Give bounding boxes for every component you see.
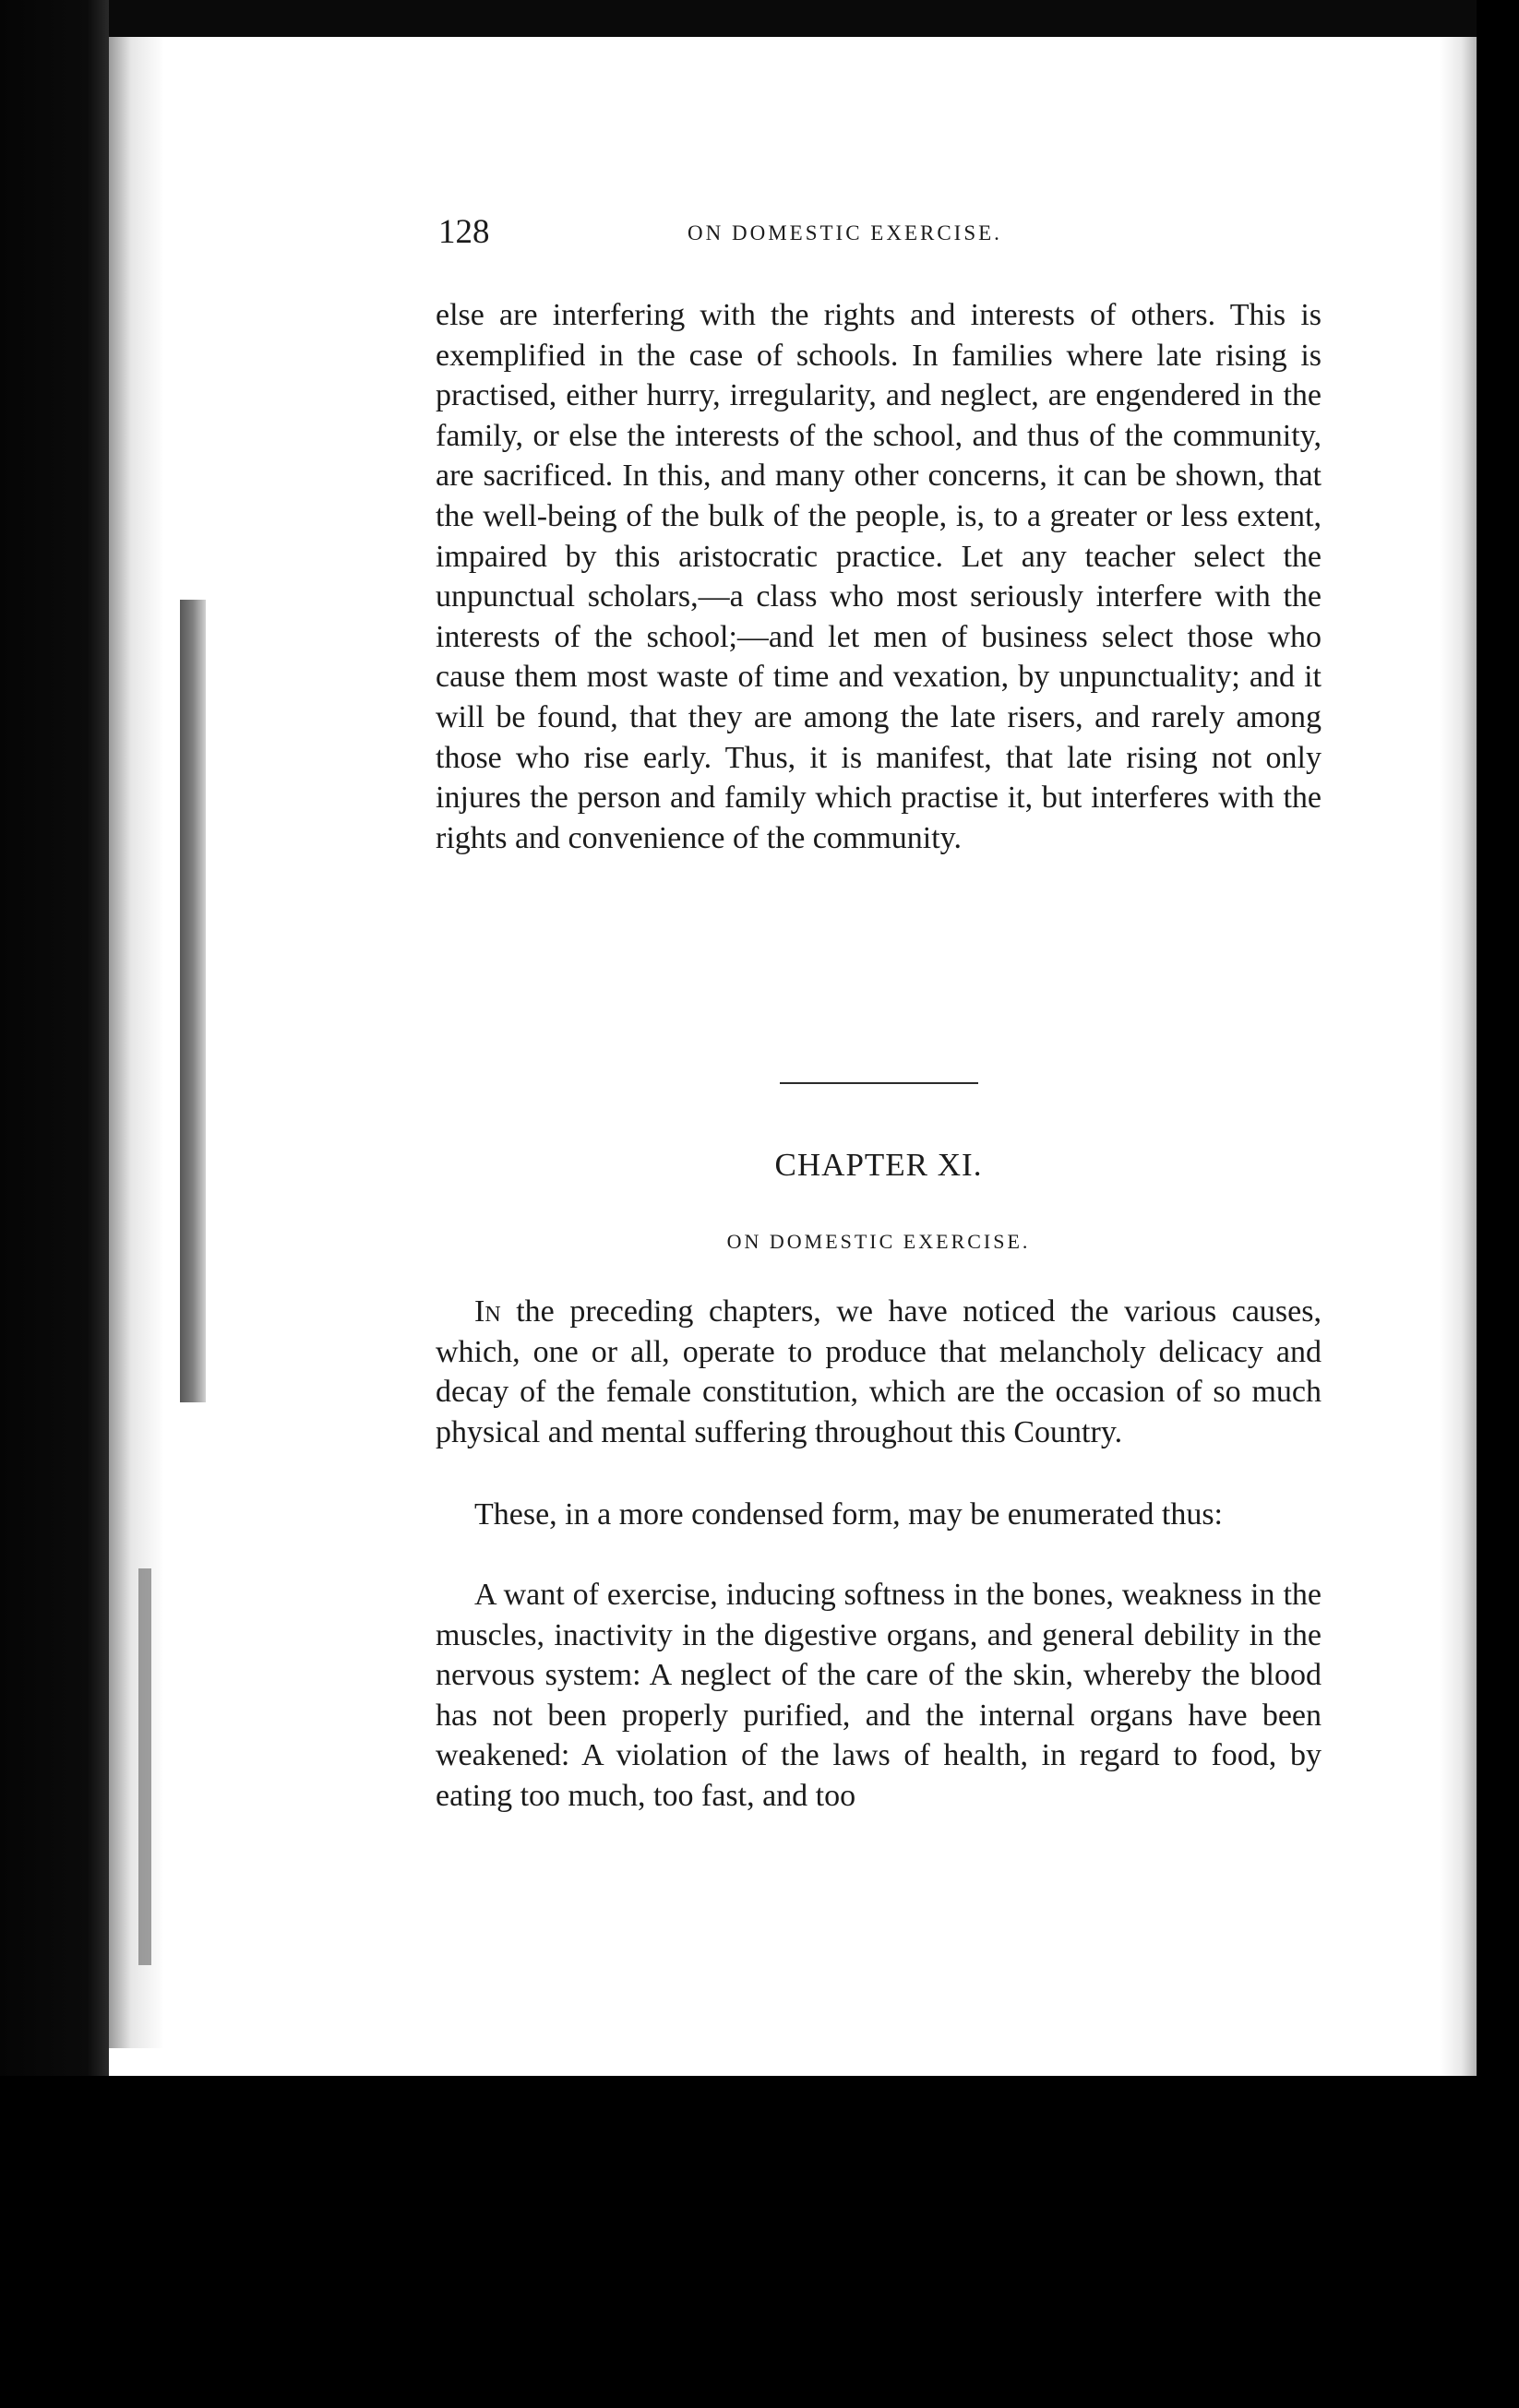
section-divider-rule: [780, 1082, 978, 1084]
chapter-paragraph: [436, 1292, 1322, 1452]
running-head: [438, 212, 1361, 268]
scan-border-bottom: [0, 2076, 1519, 2408]
page-gutter-shadow: [109, 37, 164, 2048]
binding-shadow-lower: [138, 1568, 151, 1965]
page-edge-shadow: [1440, 37, 1477, 2076]
chapter-subtitle: ON DOMESTIC EXERCISE.: [726, 1230, 1031, 1253]
scan-border-left: [0, 0, 109, 2408]
binding-shadow: [180, 600, 206, 1402]
scan-border-right: [1477, 0, 1519, 2408]
chapter-paragraph: A want of exercise, inducing softness in the bones, weakness in the muscles, inactivity in the digestive organs, and general debility in the nervous system: A neglect of the care of the skin, whereby the blood has not been properly purified, and the internal organs have been weakened: A violation of the laws of health, in regard to food, by eating too much, too fast, and too: [436, 1578, 1322, 1813]
page-number: 128: [438, 213, 490, 251]
chapter-heading: CHAPTER XI.: [774, 1147, 983, 1183]
continued-paragraph: else are interfering with the rights and interests of others. This is exemplified in the case of schools. In families where late rising is practised, either hurry, irregularity, and neglect, are engendered in the family, or else the interests of the school, and thus of the community, are sacrificed. In this, and many other concerns, it can be shown, that the well-being of the bulk of the people, is, to a greater or less extent, impaired by this aristocratic practice. Let any teacher select the unpunctual scholars,—a class who most seriously interfere with the interests of the school;—and let men of business select those who cause them most waste of time and vexation, by unpunctuality; and it will be found, that they are among the late risers, and rarely among those who rise early. Thus, it is manifest, that late rising not only injures the person and family which practise it, but interferes with the rights and convenience of the community.: [436, 298, 1322, 855]
running-title: ON DOMESTIC EXERCISE.: [688, 221, 1002, 244]
paragraph-lead-word: In: [474, 1294, 501, 1329]
scan-border-top: [0, 0, 1519, 37]
chapter-paragraph: These, in a more condensed form, may be enumerated thus:: [474, 1497, 1224, 1532]
paragraph-text: the preceding chapters, we have noticed the various causes, which, one or all, operate to produce that melancholy delicacy and decay of the female constitution, which are the occasion of so much physical and mental suffering throughout this Country.: [436, 1294, 1322, 1449]
